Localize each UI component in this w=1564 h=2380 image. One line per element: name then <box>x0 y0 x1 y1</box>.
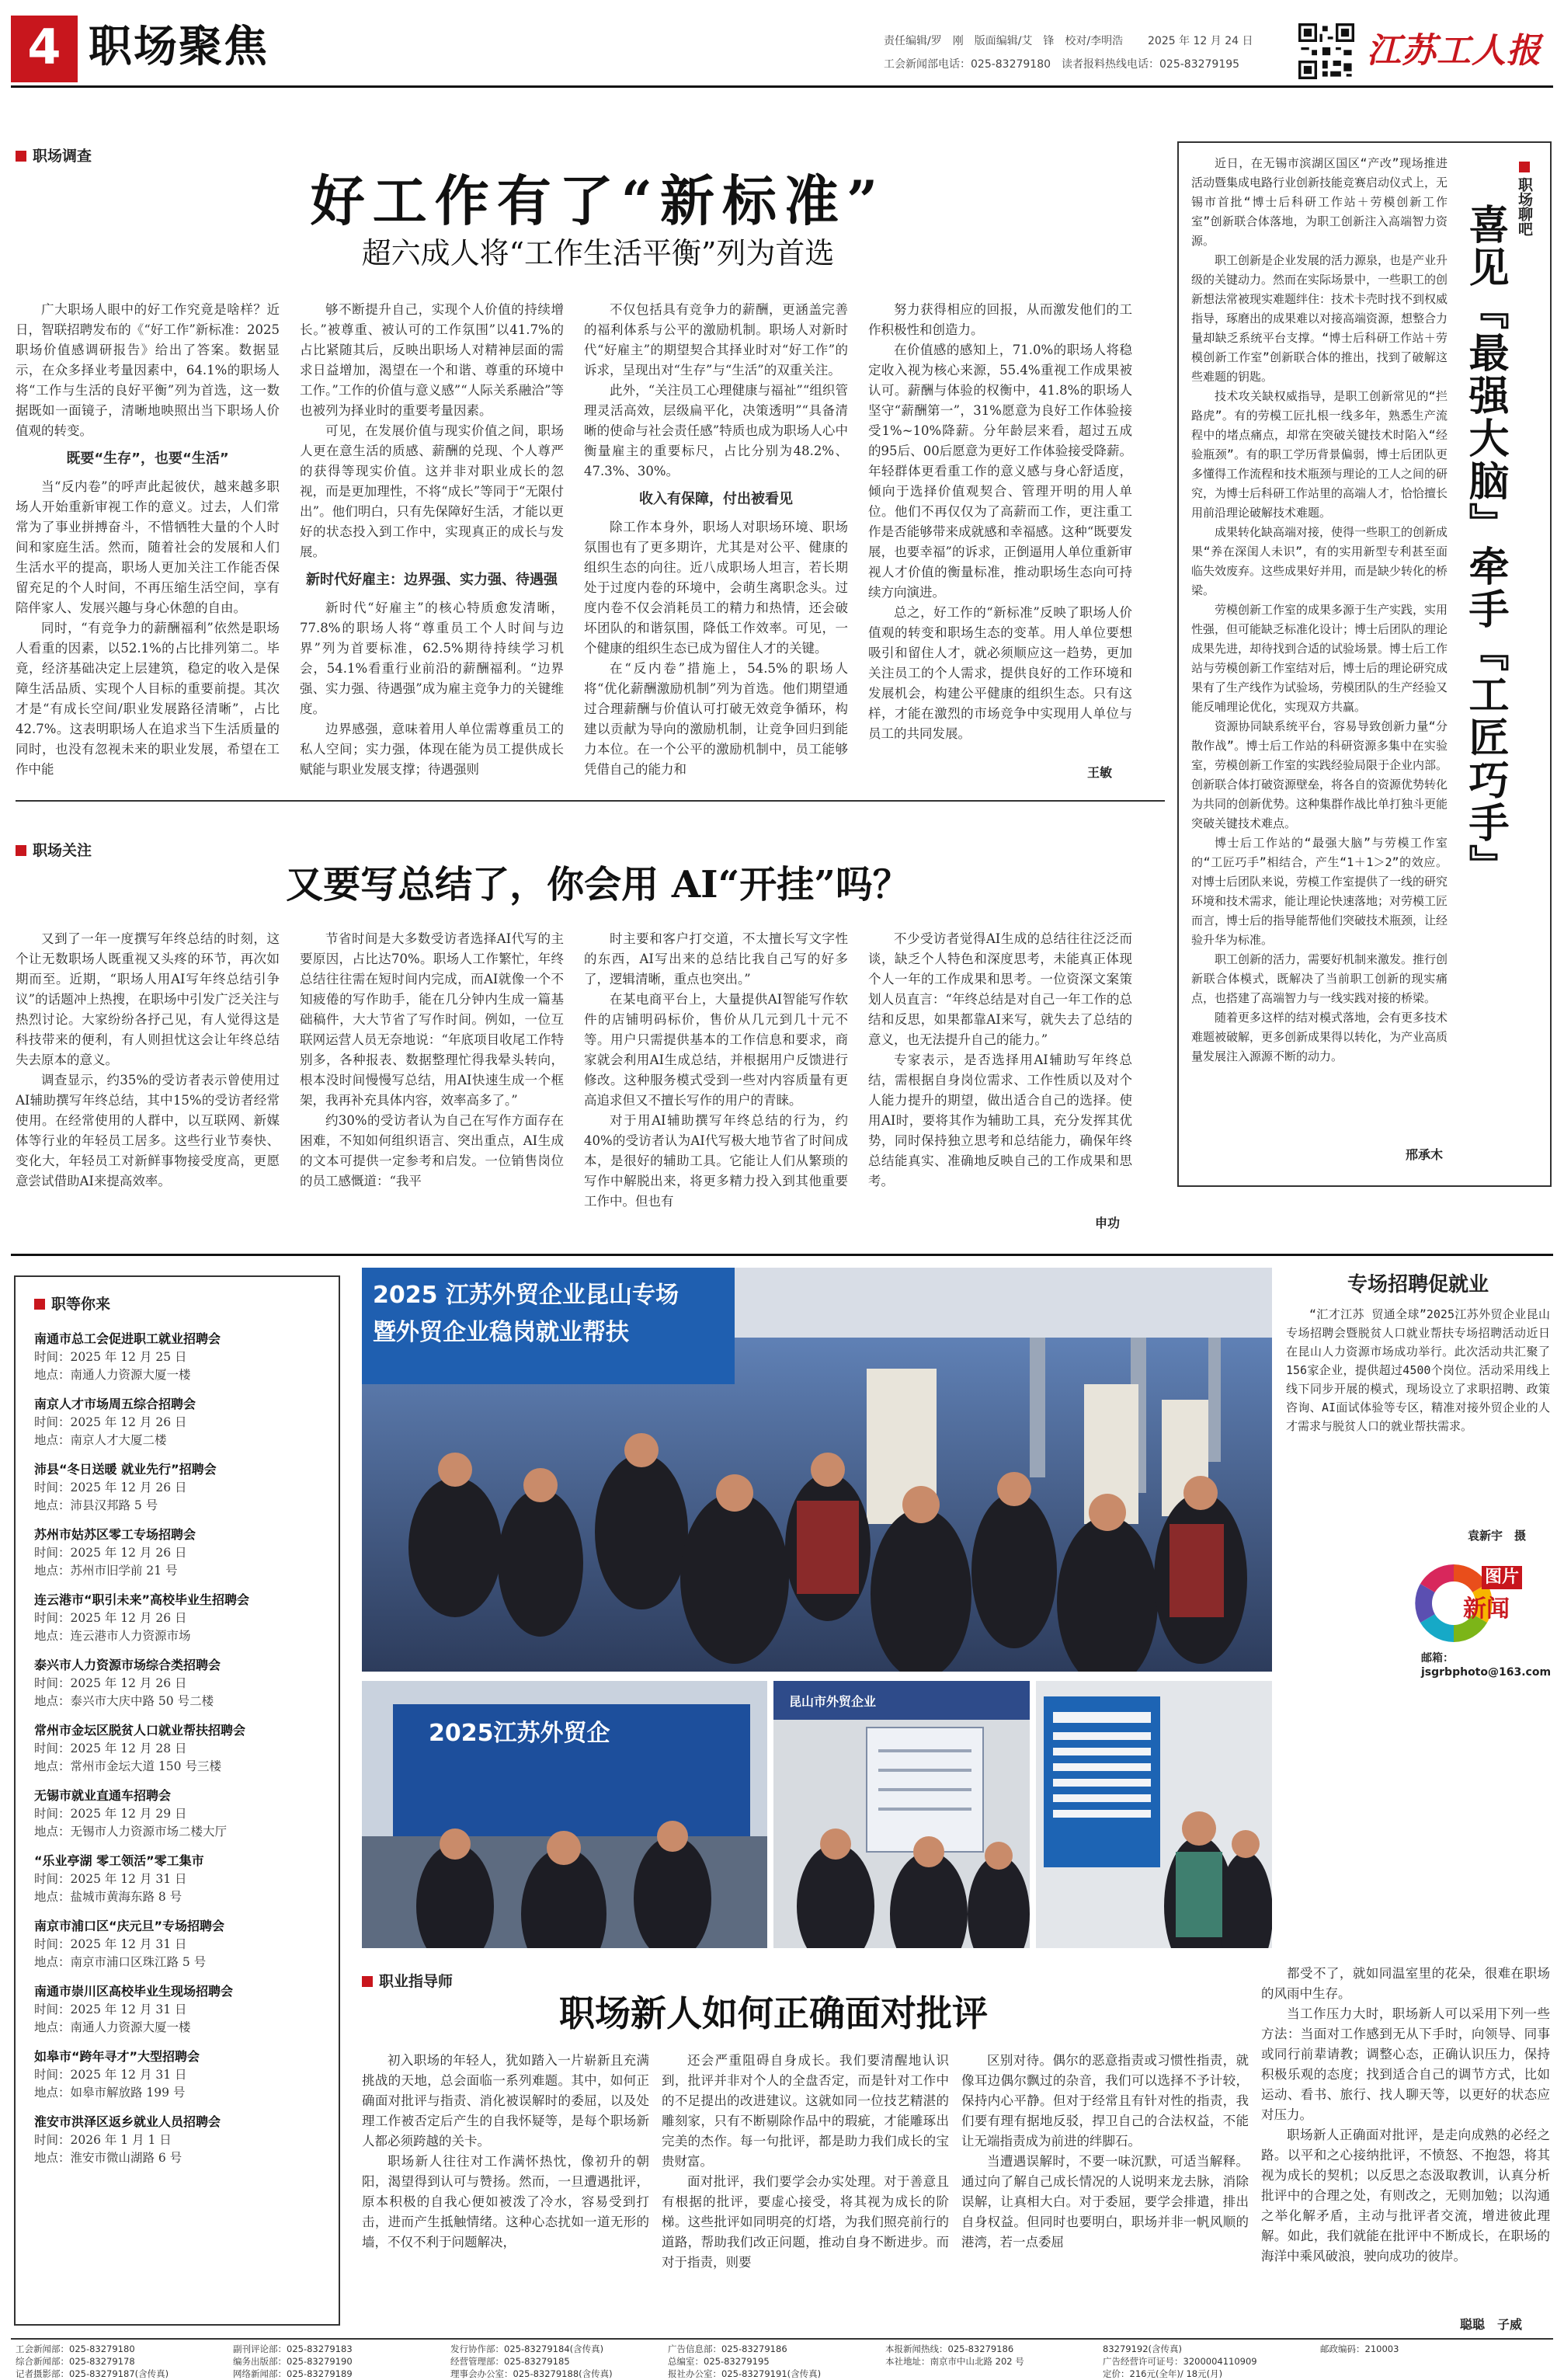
footer-line: 网络新闻部：025-83279189 <box>233 2368 353 2379</box>
footer-line: 编务出版部：025-83279190 <box>233 2356 353 2367</box>
footer-line: 报社办公室：025-83279191(含传真) <box>668 2368 822 2379</box>
article3-col2 <box>662 2051 949 2335</box>
paragraph: 努力获得相应的回报，从而激发他们的工作积极性和创造力。 <box>868 302 1132 337</box>
job-place: 地点：连云港市人力资源市场 <box>34 1629 191 1643</box>
job-listing <box>34 1460 329 1515</box>
paragraph: 除工作本身外，职场人对职场环境、职场氛围也有了更多期许，尤其是对公平、健康的组织生态的向往。近八成职场人坦言，若长期处于过度内卷的环境中，会萌生离职念头。过度内卷不仅会消耗员工的精力和热情，还会破坏团队的和谐氛围，降低工作效率。可见，一个健康的组织生态已成为留住人才的关键。 <box>584 520 848 656</box>
paragraph: 可见，在发展价值与现实价值之间，职场人更在意生活的质感、薪酬的兑现、个人尊严的获得等现实价值。这并非对职业成长的忽视，而是更加理性，不将“成长”等同于“无限付出”。他们明白，只有先保障好生活，才能以更好的状态投入到工作中，实现真正的成长与发展。 <box>300 423 564 559</box>
paragraph: 当遭遇误解时，不要一味沉默，可适当解释。通过向了解自己成长情况的人说明来龙去脉，消除误解，让真相大白。对于委屈，要学会排遣，排出自身权益。但同时也要明白，职场并非一帆风顺的港湾，若一点委屈 <box>961 2154 1249 2250</box>
sidebar-tag: 职场聊吧 <box>1516 177 1533 236</box>
job-place: 地点：淮安市微山湖路 6 号 <box>34 2151 182 2165</box>
paragraph: 在“反内卷”措施上，54.5%的职场人将“优化薪酬激励机制”列为首选。他们期望通过合理薪酬与价值认可打破无效竞争循环，构建以贡献为导向的激励机制，让竞争回归到能力本位。在一个公平的激励机制中，员工能够凭借自己的能力和 <box>584 661 848 777</box>
divider <box>16 800 1165 802</box>
footer-line: 副刊评论部：025-83279183 <box>233 2343 353 2354</box>
job-listing <box>34 1395 329 1449</box>
job-title: 南通市崇川区高校毕业生现场招聘会 <box>34 1984 234 1999</box>
footer-line: 本报新闻热线：025-83279186 <box>885 2343 1014 2354</box>
article2-col4 <box>868 929 1132 1224</box>
paragraph: 节省时间是大多数受访者选择AI代写的主要原因，占比达70%。职场人工作繁忙，年终总结往往需在短时间内完成，而AI就像一个不知疲倦的写作助手，能在几分钟内生成一篇基础稿件，大大节省了写作时间。例如，一位互联网运营人员无奈地说：“年底项目收尾工作特别多，各种报表、数据整理忙得我晕头转向，根本没时间慢慢写总结，用AI快速生成一个框架，我再补充具体内容，效率高多了。” <box>300 931 564 1108</box>
job-place: 地点：常州市金坛大道 150 号三楼 <box>34 1759 221 1773</box>
paragraph: 在价值感的感知上，71.0%的职场人将稳定收入视为核心来源，55.4%重视工作成果被认可。薪酬与体验的权衡中，41.8%的职场人坚守“薪酬第一”，31%愿意为良好工作体验接受1%~10%降薪。分年龄层来看，超过五成的95后、00后愿意为更好工作体验接受降薪。年轻群体更看重工作的意义感与身心舒适度，倾向于选择价值观契合、管理开明的用人单位。他们不再仅仅为了高薪而工作，更注重工作是否能够带来成就感和幸福感。这种“既要发展，也要幸福”的诉求，正倒逼用人单位重新审视人才价值的衡量标准，推动职场生态向可持续方向演进。 <box>868 343 1132 600</box>
masthead-logo: 江苏工人报 <box>1367 31 1541 71</box>
paragraph: 时主要和客户打交道，不太擅长写文字性的东西，AI写出来的总结比我自己写的好多了，逻辑清晰，重点也突出。” <box>584 931 848 986</box>
article2-col3 <box>584 929 848 1240</box>
paragraph: 又到了一年一度撰写年终总结的时刻，这个让无数职场人既重视又头疼的环节，再次如期而至。近期，“职场人用AI写年终总结引争议”的话题冲上热搜，在职场中引发广泛关注与热烈讨论。大家纷纷各抒己见，有人觉得这是科技带来的便利，有人则担忧这会让年终总结失去原本的意义。 <box>16 931 280 1067</box>
paragraph: 职工创新是企业发展的活力源泉，也是产业升级的关键动力。然而在实际场景中，一些职工的创新想法常被现实难题绊住：技术卡壳时找不到权威指导，琢磨出的成果难以对接高端资源，想整合力量却缺乏系统平台支撑。“博士后科研工作站＋劳模创新工作室”创新联合体的推出，找到了破解这些难题的钥匙。 <box>1191 253 1448 384</box>
job-title: 苏州市姑苏区零工专场招聘会 <box>34 1527 196 1542</box>
footer-line: 广告信息部：025-83279186 <box>668 2343 787 2354</box>
job-time: 时间：2025 年 12 月 26 日 <box>34 1676 187 1690</box>
article1-title: 好工作有了“新标准” <box>310 169 886 233</box>
jobs-list <box>34 1330 329 2178</box>
job-listing <box>34 1982 329 2037</box>
page-number: 4 <box>27 19 61 75</box>
paragraph: 不仅包括具有竞争力的薪酬，更涵盖完善的福利体系与公平的激励机制。职场人对新时代“好雇主”的期望契合其择业时对“好工作”的诉求，呈现出对“生存”与“生活”的双重关注。 <box>584 302 848 378</box>
photo-news-email <box>1421 1651 1564 1679</box>
job-time: 时间：2025 年 12 月 29 日 <box>34 1807 187 1821</box>
photo-news-badge <box>1407 1557 1531 1650</box>
section-title: 职场聚焦 <box>89 21 269 72</box>
paragraph: 调查显示，约35%的受访者表示曾使用过AI辅助撰写年终总结，其中15%的受访者经常使用。在经常使用的人群中，以互联网、新媒体等行业的年轻员工居多。这些行业节奏快、变化大，年轻员工对新鲜事物接受度高，更愿意尝试借助AI来提高效率。 <box>16 1073 280 1188</box>
article1-col2 <box>300 300 564 781</box>
job-place: 地点：如皋市解放路 199 号 <box>34 2086 186 2100</box>
email-address[interactable]: jsgrbphoto@163.com <box>1421 1666 1552 1679</box>
footer-column <box>233 2343 443 2380</box>
job-place: 地点：南通人力资源大厦一楼 <box>34 2020 191 2034</box>
footer-line: 综合新闻部：025-83279178 <box>16 2356 135 2367</box>
job-time: 时间：2026 年 1 月 1 日 <box>34 2133 172 2147</box>
thumb-photo-1[interactable] <box>362 1681 767 1948</box>
article1-author: 王敏 <box>1087 765 1113 780</box>
paragraph: 同时，“有竞争力的薪酬福利”依然是职场人看重的因素，以52.1%的占比排列第二。毕竟，经济基础决定上层建筑，稳定的收入是保障生活品质、实现个人目标的重要前提。其次才是“有成长空间/职业发展路径清晰”，占比42.7%。这表明职场人在追求当下生活质量的同时，也没有忽视未来的职业发展，希望在工作中能 <box>16 621 280 777</box>
sidebar-tag-marker <box>1519 162 1530 172</box>
email-label: 邮箱： <box>1421 1652 1454 1665</box>
thumb-photo-3[interactable] <box>1036 1681 1272 1948</box>
paragraph: 成果转化缺高端对接，使得一些职工的创新成果“养在深闺人未识”，有的实用新型专利甚至面临失效废弃。这些成果好并用，而是缺少转化的桥梁。 <box>1191 525 1448 597</box>
paragraph: 当“反内卷”的呼声此起彼伏，越来越多职场人开始重新审视工作的意义。过去，人们常常为了事业拼搏奋斗，不惜牺牲大量的个人时间和家庭生活。然而，随着社会的发展和人们生活水平的提高，职场人更加关注工作能否保留充足的个人时间，不再压缩生活空间，享有陪伴家人、发展兴趣与身心休憩的自由。 <box>16 479 280 615</box>
paragraph: 随着更多这样的结对模式落地，会有更多技术难题被破解，更多创新成果得以转化，为产业高质量发展注入源源不断的动力。 <box>1191 1011 1448 1063</box>
job-place: 地点：苏州市旧学前 21 号 <box>34 1564 178 1578</box>
paragraph: 资源协同缺系统平台，容易导致创新力量“分散作战”。博士后工作站的科研资源多集中在实验室，劳模创新工作室的实践经验局限于企业内部。创新联合体打破资源壁垒，将各自的资源优势转化为共同的创新优势。这种集群作战比单打独斗更能突破关键技术难点。 <box>1191 719 1448 830</box>
job-time: 时间：2025 年 12 月 26 日 <box>34 1611 187 1625</box>
footer-line: 广告经营许可证号：3200004110909 <box>1103 2356 1257 2367</box>
paragraph: 在某电商平台上，大量提供AI智能写作软件的店铺明码标价，售价从几元到几十元不等。用户只需提供基本的工作信息和要求，商家就会利用AI生成总结，并根据用户反馈进行修改。这种服务模式受到一些对内容质量有更高追求但又不擅长写作的用户的青睐。 <box>584 992 848 1108</box>
job-title: 南京市浦口区“庆元旦”专场招聘会 <box>34 1919 225 1933</box>
paragraph: 面对批评，我们要学会办实处理。对于善意且有根据的批评，要虚心接受，将其视为成长的阶梯。这些批评如同明亮的灯塔，为我们照亮前行的道路，帮助我们改正问题，推动自身不断进步。而对于指责，则要 <box>662 2174 949 2270</box>
paragraph: 新时代“好雇主”的核心特质愈发清晰，77.8%的职场人将“尊重员工个人时间与边界”列为首要标准，62.5%期待持续学习机会，54.1%看重行业前沿的薪酬福利。“边界强、实力强、待遇强”成为雇主竞争力的关键维度。 <box>300 600 564 716</box>
article1-col4 <box>868 300 1132 758</box>
sidebar-title: 喜见『最强大脑』牵手『工匠巧手』 <box>1461 204 1509 887</box>
paragraph: 够不断提升自己，实现个人价值的持续增长。”被尊重、被认可的工作氛围”以41.7%的占比紧随其后，反映出职场人对精神层面的需求日益增加，渴望在一个和谐、尊重的环境中工作。”工作的价值与意义感”“人际关系融洽”等也被列为择业时的重要考量因素。 <box>300 302 564 418</box>
article3-title: 职场新人如何正确面对批评 <box>559 1992 988 2034</box>
job-time: 时间：2025 年 12 月 31 日 <box>34 2002 187 2016</box>
job-time: 时间：2025 年 12 月 31 日 <box>34 1937 187 1951</box>
thumb-banner-text: 2025江苏外贸企 <box>429 1720 610 1747</box>
banner-text-line2: 暨外贸企业稳岗就业帮扶 <box>373 1319 629 1346</box>
paragraph: 总之，好工作的“新标准”反映了职场人价值观的转变和职场生态的变革。用人单位要想吸引和留住人才，就必须顺应这一趋势，更加关注员工的个人需求，提供良好的工作环境和发展机会，构建公平健康的组织生态。只有这样，才能在激烈的市场竞争中实现用人单位与员工的共同发展。 <box>868 605 1132 741</box>
job-listing <box>34 1721 329 1776</box>
paragraph: 职场新人正确面对批评，是走向成熟的必经之路。以平和之心接纳批评，不愤怒、不抱怨，将其视为成长的契机；以反思之态汲取教训，认真分析批评中的合理之处，有则改之，无则加勉；以沟通之举化解矛盾，主动与批评者交流，增进彼此理解。如此，我们就能在批评中不断成长，在职场的海洋中乘风破浪，驶向成功的彼岸。 <box>1261 2128 1550 2263</box>
badge-label-line1: 图片 <box>1482 1566 1522 1589</box>
job-listing <box>34 1852 329 1906</box>
article1-subtitle: 超六成人将“工作生活平衡”列为首选 <box>361 236 835 270</box>
footer-column <box>885 2343 1095 2368</box>
job-place: 地点：盐城市黄海东路 8 号 <box>34 1890 182 1904</box>
main-photo[interactable] <box>362 1268 1272 1672</box>
job-place: 地点：南京市浦口区珠江路 5 号 <box>34 1955 207 1969</box>
jobs-tag: 职等你来 <box>34 1293 110 1314</box>
article2-title: 又要写总结了，你会用 AI“开挂”吗？ <box>286 863 910 906</box>
footer-column <box>668 2343 878 2380</box>
article3-col4 <box>1261 1964 1550 2318</box>
header-editors: 责任编辑/罗 刚 版面编辑/艾 锋 校对/李明浩 <box>884 35 1124 47</box>
article3-author: 聪聪 子威 <box>1460 2317 1523 2332</box>
job-title: 常州市金坛区脱贫人口就业帮扶招聘会 <box>34 1723 246 1738</box>
paragraph: 广大职场人眼中的好工作究竟是啥样？近日，智联招聘发布的《“好工作”新标准：2025职场价值感调研报告》给出了答案。数据显示，在众多择业考量因素中，64.1%的职场人将“工作与生活的良好平衡”列为首选，这一数据既如一面镜子，清晰地映照出当下职场人价值观的转变。 <box>16 302 280 438</box>
job-listing <box>34 1591 329 1645</box>
paragraph: 不少受访者觉得AI生成的总结往往泛泛而谈，缺乏个人特色和深度思考，未能真正体现个人一年的工作成果和思考。一位资深文案策划人员直言：“年终总结是对自己一年工作的总结和反思，如果都靠AI来写，就失去了总结的意义，也无法提升自己的能力。” <box>868 931 1132 1047</box>
footer-rule <box>11 2338 1553 2340</box>
job-title: 淮安市洪泽区返乡就业人员招聘会 <box>34 2114 221 2129</box>
job-place: 地点：南京人才大厦二楼 <box>34 1433 167 1447</box>
paragraph: 博士后工作站的“最强大脑”与劳模工作室的“工匠巧手”相结合，产生“1＋1＞2”的效应。对博士后团队来说，劳模工作室提供了一线的研究环境和技术需求，能让理论快速落地；对劳模工匠而言，博士后的指导能帮他们突破技术瓶颈，让经验升华为标准。 <box>1191 836 1448 947</box>
sidebar-body <box>1191 154 1448 1140</box>
article2-author: 申功 <box>1095 1216 1121 1230</box>
footer-column <box>1320 2343 1530 2355</box>
footer-column <box>16 2343 225 2380</box>
job-time: 时间：2025 年 12 月 31 日 <box>34 1872 187 1886</box>
job-place: 地点：南通人力资源大厦一楼 <box>34 1368 191 1382</box>
footer-line: 理事会办公室：025-83279188(含传真) <box>450 2368 613 2379</box>
job-listing <box>34 1787 329 1841</box>
job-title: 无锡市就业直通车招聘会 <box>34 1788 172 1803</box>
paragraph: 边界感强，意味着用人单位需尊重员工的私人空间；实力强，体现在能为员工提供成长赋能与职业发展支撑；待遇强则 <box>300 722 564 777</box>
paragraph: 专家表示，是否选择用AI辅助写年终总结，需根据自身岗位需求、工作性质以及对个人能力提升的期望，做出适合自己的选择。使用AI时，要将其作为辅助工具，充分发挥其优势，同时保持独立思考和总结能力，确保年终总结能真实、准确地反映自己的工作成果和思考。 <box>868 1053 1132 1188</box>
job-place: 地点：泰兴市大庆中路 50 号二楼 <box>34 1694 214 1708</box>
footer-line: 定价：216元(全年)/ 18元(月) <box>1103 2368 1223 2379</box>
job-title: 如皋市“跨年寻才”大型招聘会 <box>34 2049 200 2064</box>
section-tag-survey: 职场调查 <box>16 144 92 165</box>
divider <box>11 1254 1553 1256</box>
subheading: 新时代好雇主：边界强、实力强、待遇强 <box>306 572 558 588</box>
paragraph: 此外，“关注员工心理健康与福祉”“组织管理灵活高效，层级扁平化，决策透明”“具备清晰的使命与社会责任感”特质也成为职场人心中衡量雇主的重要标尺，占比分别为48.2%、47.3%、30%。 <box>584 383 848 478</box>
job-listing <box>34 1526 329 1580</box>
paragraph: 区别对待。偶尔的恶意指责或习惯性指责，就像耳边偶尔飘过的杂音，我们可以选择不予计较，保持内心平静。但对于经常且有针对性的指责，我们要有理有据地反驳，捍卫自己的合法权益，不能让无端指责成为前进的绊脚石。 <box>961 2053 1249 2149</box>
footer-line: 本社地址：南京市中山北路 202 号 <box>885 2356 1024 2367</box>
paragraph: 都受不了，就如同温室里的花朵，很难在职场的风雨中生存。 <box>1261 1966 1550 2001</box>
paragraph: 初入职场的年轻人，犹如踏入一片崭新且充满挑战的天地，总会面临一系列难题。其中，如何正确面对批评与指责、消化被误解时的委屈，以及处理工作被否定后产生的自我怀疑等，是每个职场新人都必须跨越的关卡。 <box>362 2053 649 2149</box>
paragraph: 职工创新的活力，需要好机制来激发。推行创新联合体模式，既解决了当前职工创新的现实痛点，也搭建了高端智力与一线实践对接的桥梁。 <box>1191 952 1448 1005</box>
job-time: 时间：2025 年 12 月 26 日 <box>34 1546 187 1560</box>
article3-col3 <box>961 2051 1249 2335</box>
paragraph: 技术攻关缺权威指导，是职工创新常见的“拦路虎”。有的劳模工匠扎根一线多年，熟悉生产流程中的堵点痛点，却常在突破关键技术时陷入“经验瓶颈”。有的职工学历背景偏弱，博士后团队更多懂得工作流程和技术瓶颈与理论的工人之间的研究，为博士后科研工作站里的高端人才，恰恰擅长用前沿理论破解技术难题。 <box>1191 389 1448 520</box>
job-title: “乐业亭湖 零工领活”零工集市 <box>34 1853 204 1868</box>
job-title: 连云港市“职引未来”高校毕业生招聘会 <box>34 1592 250 1607</box>
header-date: 2025 年 12 月 24 日 <box>1148 35 1253 47</box>
job-title: 南通市总工会促进职工就业招聘会 <box>34 1331 221 1346</box>
footer-line: 发行协作部：025-83279184(含传真) <box>450 2343 604 2354</box>
subheading: 收入有保障，付出被看见 <box>639 491 793 507</box>
paragraph: 劳模创新工作室的成果多源于生产实践，实用性强，但可能缺乏标准化设计；博士后团队的理论成果先进，却待找到合适的试验场景。博士后工作站与劳模创新工作室结对后，博士后的理论研究成果有了生产线作为试验场，劳模团队的生产经验又能反哺理论优化，实现双方共赢。 <box>1191 603 1448 714</box>
job-listing <box>34 1330 329 1384</box>
job-title: 沛县“冬日送暖 就业先行”招聘会 <box>34 1462 217 1477</box>
article3-col1 <box>362 2051 649 2335</box>
qr-code[interactable] <box>1298 23 1354 79</box>
sidebar-tag-box <box>1514 162 1534 247</box>
job-place: 地点：无锡市人力资源市场二楼大厅 <box>34 1825 228 1839</box>
paragraph: 对于用AI辅助撰写年终总结的行为，约40%的受访者认为AI代写极大地节省了时间成本，是很好的辅助工具。它能让人们从繁琐的写作中解脱出来，将更多精力投入到其他重要工作中。但也有 <box>584 1113 848 1209</box>
footer-line: 总编室：025-83279195 <box>668 2356 770 2367</box>
job-time: 时间：2025 年 12 月 25 日 <box>34 1350 187 1364</box>
paragraph: 近日，在无锡市滨湖区国区“产改”现场推进活动暨集成电路行业创新技能竞赛启动仪式上，无锡市首批“博士后科研工作站＋劳模创新工作室”创新联合体落地，为职工创新注入高端智力资源。 <box>1191 156 1448 248</box>
badge-label-line2: 新闻 <box>1463 1595 1510 1623</box>
section-tag-focus: 职场关注 <box>16 839 92 860</box>
job-listing <box>34 2113 329 2167</box>
job-time: 时间：2025 年 12 月 28 日 <box>34 1742 187 1755</box>
job-listing <box>34 1656 329 1710</box>
footer-line: 83279192(含传真) <box>1103 2343 1183 2354</box>
job-place: 地点：沛县汉邦路 5 号 <box>34 1498 158 1512</box>
article1-col1 <box>16 300 280 781</box>
header-contacts: 工会新闻部电话：025-83279180 读者报料热线电话：025-83279195 <box>884 58 1240 71</box>
banner-text-line1: 2025 江苏外贸企业昆山专场 <box>373 1282 679 1309</box>
footer-line: 邮政编码：210003 <box>1320 2343 1399 2354</box>
article1-col3 <box>584 300 848 781</box>
subheading: 既要“生存”，也要“生活” <box>66 451 229 467</box>
footer-line: 经营管理部：025-83279185 <box>450 2356 570 2367</box>
photo-news-author: 袁新宇 摄 <box>1468 1529 1527 1543</box>
footer-line: 工会新闻部：025-83279180 <box>16 2343 135 2354</box>
thumb-sign-text: 昆山市外贸企业 <box>789 1694 877 1709</box>
photo-news-caption: “汇才江苏 贸通全球”2025江苏外贸企业昆山专场招聘会暨脱贫人口就业帮扶专场招聘活动近日在昆山人力资源市场成功举行。此次活动共汇聚了156家企业，提供超过4500个岗位。活动采用线上线下同步开展的模式，现场设立了求职招聘、政策咨询、AI面试体验等专区，精准对接外贸企业的人才需求与脱贫人口的就业帮扶需求。 <box>1286 1307 1550 1433</box>
paragraph: 职场新人往往对工作满怀热忱，像初升的朝阳，渴望得到认可与赞扬。然而，一旦遭遇批评，原本积极的自我心便如被泼了冷水，容易受到打击，进而产生抵触情绪。这种心态扰如一道无形的墙，不仅不利于问题解决， <box>362 2154 649 2250</box>
paragraph: 当工作压力大时，职场新人可以采用下列一些方法：当面对工作感到无从下手时，向领导、同事或同行前辈请教；调整心态，正确认识压力，保持积极乐观的态度；找到适合自己的调节方式，比如运动、看书、旅行、找人聊天等，以更好的状态应对压力。 <box>1261 2006 1550 2122</box>
footer-column <box>450 2343 660 2380</box>
job-time: 时间：2025 年 12 月 31 日 <box>34 2068 187 2082</box>
footer-line: 记者摄影部：025-83279187(含传真) <box>16 2368 169 2379</box>
header-rule <box>11 85 1553 88</box>
job-listing <box>34 1917 329 1971</box>
article2-col2 <box>300 929 564 1240</box>
job-listing <box>34 2048 329 2102</box>
job-title: 南京人才市场周五综合招聘会 <box>34 1397 196 1411</box>
paragraph: 约30%的受访者认为自己在写作方面存在困难，不知如何组织语言、突出重点，AI生成的文本可提供一定参考和启发。一位销售岗位的员工感慨道：“我平 <box>300 1113 564 1188</box>
section-tag-guide: 职业指导师 <box>362 1970 453 1991</box>
paragraph: 还会严重阻碍自身成长。我们要清醒地认识到，批评并非对个人的全盘否定，而是针对工作中的不足提出的改进建议。这就如同一位技艺精湛的雕刻家，只有不断剔除作品中的瑕疵，才能雕琢出完美的杰作。每一句批评，都是助力我们成长的宝贵财富。 <box>662 2053 949 2169</box>
job-time: 时间：2025 年 12 月 26 日 <box>34 1415 187 1429</box>
thumb-photo-2[interactable] <box>773 1681 1030 1948</box>
article2-col1 <box>16 929 280 1240</box>
sidebar-author: 邢承木 <box>1406 1147 1444 1162</box>
photo-news-title: 专场招聘促就业 <box>1347 1273 1489 1296</box>
job-time: 时间：2025 年 12 月 26 日 <box>34 1481 187 1494</box>
job-title: 泰兴市人力资源市场综合类招聘会 <box>34 1658 221 1672</box>
footer-column <box>1103 2343 1312 2380</box>
